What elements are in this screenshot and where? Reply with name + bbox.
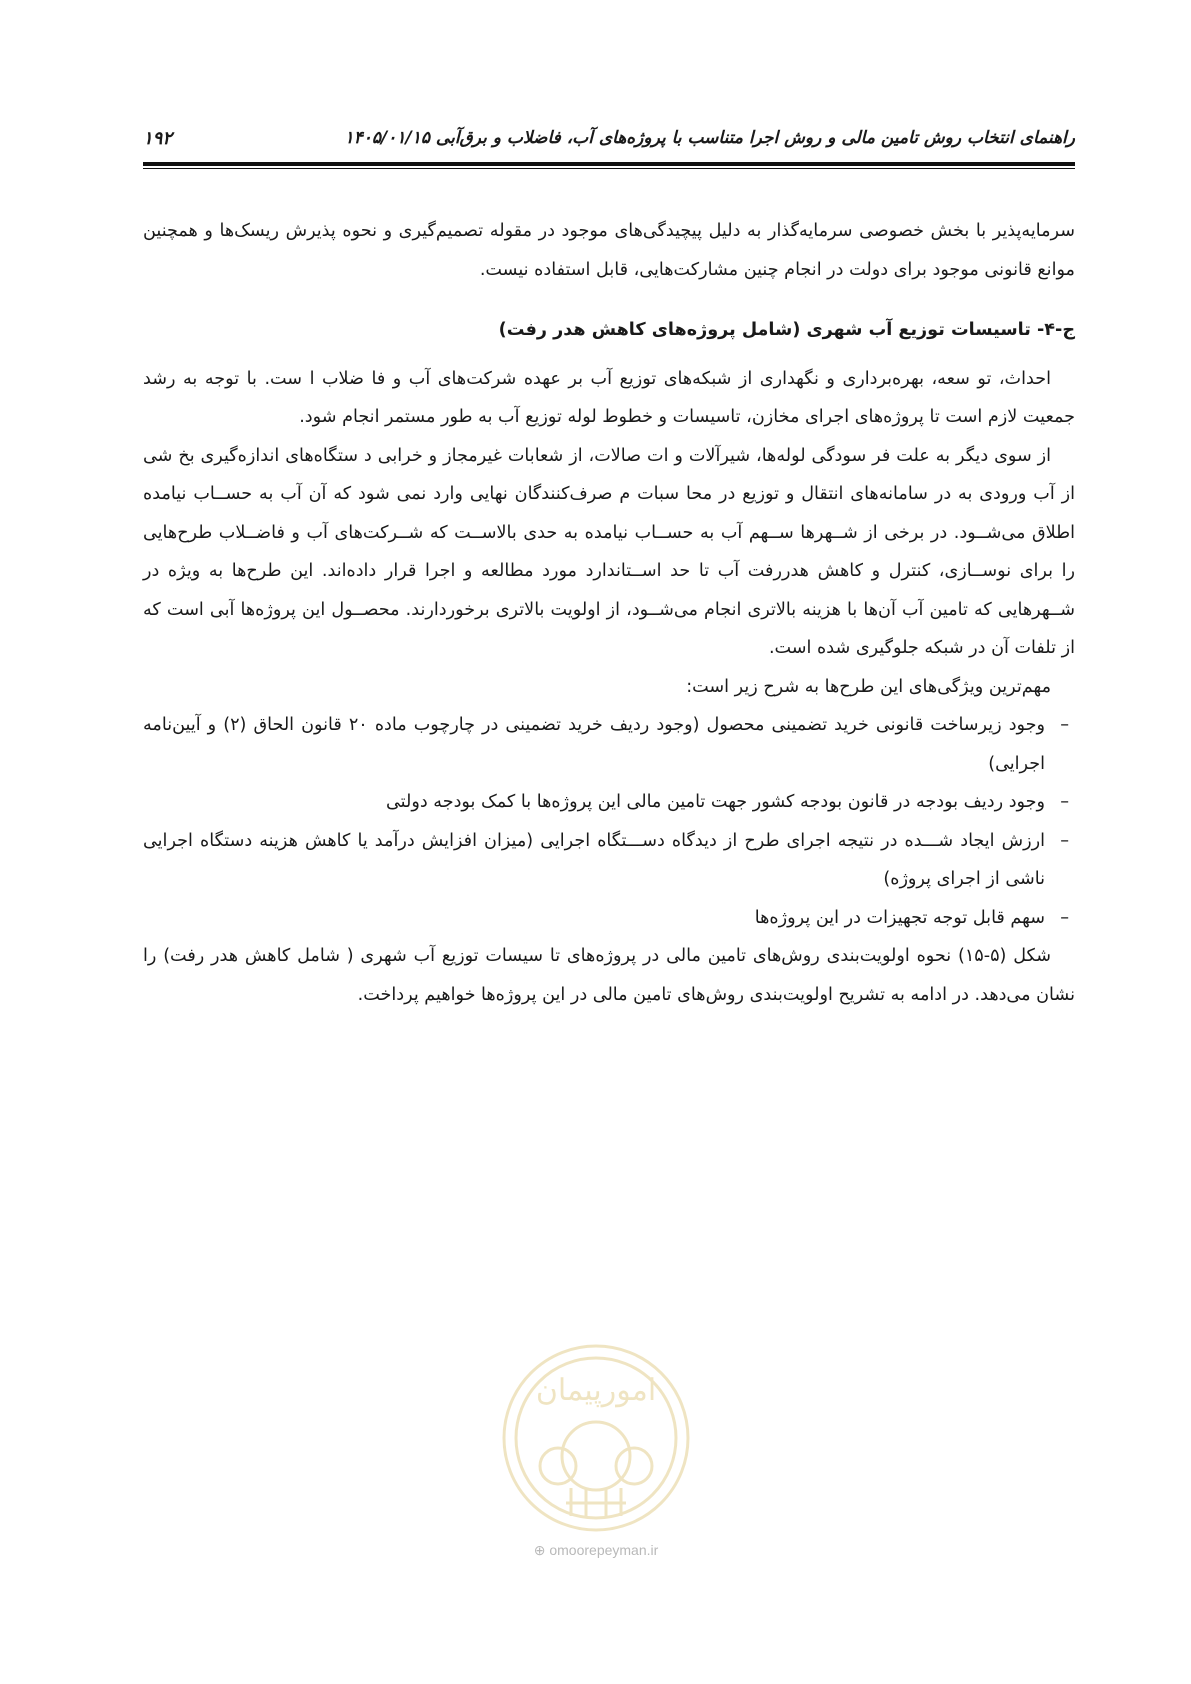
watermark-seal-text: امورپیمان [535, 1373, 657, 1408]
paragraph-1: احداث، تو سعه، بهره‌برداری و نگهداری از شبکه‌های توزیع آب بر عهده شرکت‌های آب و فا ضلاب ا ست. با توجه به رشد جمعیت لازم است تا پروژه‌های اجرای مخازن، تاسیسات و خطوط لوله توزیع آب به طور مستمر انجام شود. [143, 368, 1075, 427]
paragraph-3: مهم‌ترین ویژگی‌های این طرح‌ها به شرح زیر است: [686, 676, 1051, 697]
conclusion-paragraph: شکل (۵-۱۵) نحوه اولویت‌بندی روش‌های تامین مالی در پروژه‌های تا سیسات توزیع آب شهری ( شامل کاهش هدر رفت) را نشان می‌دهد. در ادامه به تشریح اولویت‌بندی روش‌های تامین مالی در این پروژه‌ها خواهیم پرداخت. [143, 946, 1075, 1005]
header-rule-thick [143, 162, 1075, 166]
document-body [143, 212, 1075, 1014]
header-title: راهنمای انتخاب روش تامین مالی و روش اجرا متناسب با پروژه‌های آب، فاضلاب و برق‌آبی ۱۴۰۵/۰۱/۱۵ [344, 128, 1075, 148]
page-header [143, 126, 1075, 154]
globe-icon: ⊕ [533, 1542, 546, 1558]
watermark-url: ⊕ omoorepeyman.ir [533, 1542, 659, 1558]
header-rule-thin [143, 168, 1075, 169]
intro-paragraph: سرمایه‌پذیر با بخش خصوصی سرمایه‌گذار به دلیل پیچیدگی‌های موجود در مقوله تصمیم‌گیری و نحوه پذیرش ریسک‌ها و همچنین موانع قانونی موجود برای دولت در انجام چنین مشارکت‌هایی، قابل استفاده نیست. [143, 221, 1075, 280]
list-item: – ارزش ایجاد شـــده در نتیجه اجرای طرح از دیدگاه دســـتگاه اجرایی (میزان افزایش درآمد یا کاهش هزینه دستگاه اجرایی ناشی از اجرای پروژه) [143, 822, 1075, 899]
page-number: ۱۹۲ [143, 128, 173, 149]
watermark-seal-icon [496, 1338, 696, 1538]
list-item: – سهم قابل توجه تجهیزات در این پروژه‌ها [143, 899, 1075, 938]
features-list [143, 706, 1075, 937]
paragraph-2: از سوی دیگر به علت فر سودگی لوله‌ها، شیرآلات و ات صالات، از شعابات غیرمجاز و خرابی د ستگاه‌های اندازه‌گیری بخ شی از آب ورودی به در سامانه‌های انتقال و توزیع در محا سبات م صرف‌کنندگان نهایی وارد نمی شود که آن آب به حســاب نیامده اطلاق می‌شــود. در برخی از شــهرها ســهم آب به حســاب نیامده به حدی بالاســت که شــرکت‌های آب و فاضــلاب طرح‌هایی را برای نوســازی، کنترل و کاهش هدررفت آب تا حد اســتاندارد مورد مطالعه و اجرا قرار داده‌اند. این طرح‌ها به ویژه در شــهرهایی که تامین آب آن‌ها با هزینه بالاتری انجام می‌شــود، از اولویت بالاتری برخوردارند. محصــول این پروژه‌ها آبی است که از تلفات آن در شبکه جلوگیری شده است. [143, 445, 1075, 658]
section-heading: ج-۴- تاسیسات توزیع آب شهری (شامل پروژه‌های کاهش هدر رفت) [498, 320, 1075, 340]
list-item: – وجود ردیف بودجه در قانون بودجه کشور جهت تامین مالی این پروژه‌ها با کمک بودجه دولتی [143, 783, 1075, 822]
list-item: – وجود زیرساخت قانونی خرید تضمینی محصول (وجود ردیف خرید تضمینی در چارچوب ماده ۲۰ قانون الحاق (۲) و آیین‌نامه اجرایی) [143, 706, 1075, 783]
